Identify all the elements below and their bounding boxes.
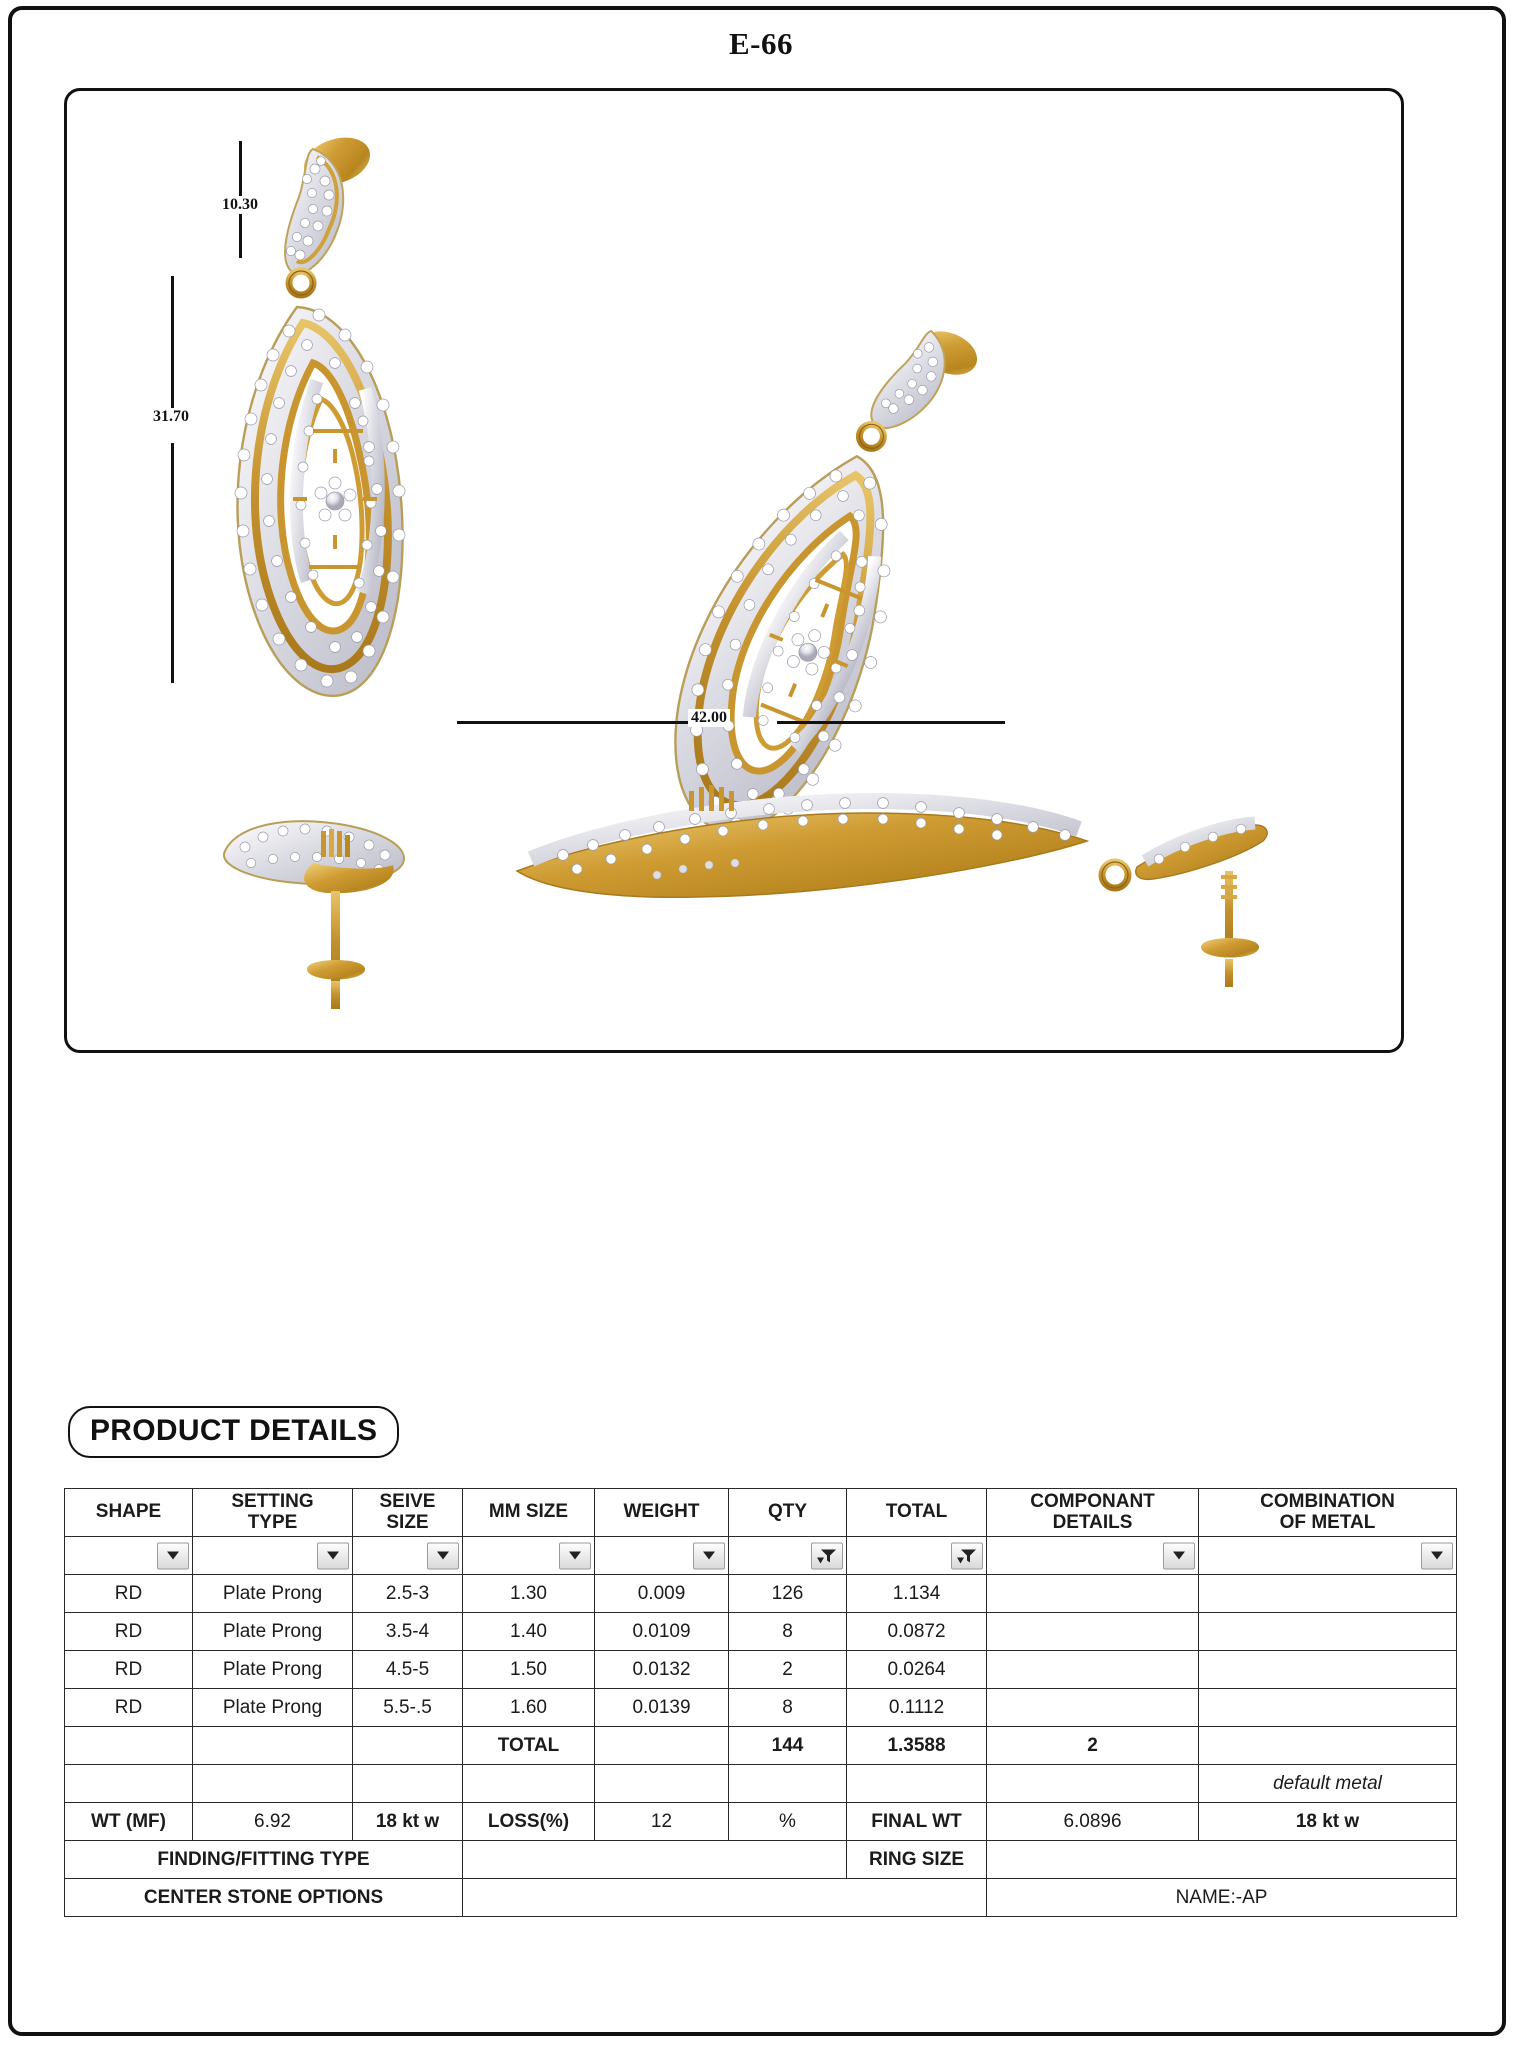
filter-dropdown-weight-icon[interactable]: [693, 1542, 725, 1569]
earring-side-view-small: [224, 821, 404, 1009]
cell-seive-size: 5.5-.5: [353, 1689, 463, 1727]
filter-cell-setting-type[interactable]: [193, 1537, 353, 1575]
cell-qty: 2: [729, 1651, 847, 1689]
cell-setting-type: Plate Prong: [193, 1689, 353, 1727]
dimension-line-width-right: [777, 721, 1005, 724]
default-metal-blank-3: [353, 1765, 463, 1803]
filter-cell-shape[interactable]: [65, 1537, 193, 1575]
filter-dropdown-setting-type-icon[interactable]: [317, 1542, 349, 1569]
header-componant-details: COMPONANT DETAILS: [987, 1489, 1199, 1537]
cell-qty: 8: [729, 1689, 847, 1727]
total-row-componant-details: 2: [987, 1727, 1199, 1765]
earring-angled-view: [635, 288, 1004, 862]
final-wt-value: 6.0896: [987, 1803, 1199, 1841]
loss-unit: %: [729, 1803, 847, 1841]
table-row: [65, 1613, 1457, 1651]
cell-shape: RD: [65, 1613, 193, 1651]
dimension-line-drop-height: [171, 276, 174, 416]
filter-dropdown-shape-icon[interactable]: [157, 1542, 189, 1569]
cell-setting-type: Plate Prong: [193, 1575, 353, 1613]
cell-componant-details: [987, 1651, 1199, 1689]
default-metal-note: default metal: [1199, 1765, 1457, 1803]
total-row-blank-setting: [193, 1727, 353, 1765]
earring-front-view: [235, 130, 405, 696]
total-row-blank-weight: [595, 1727, 729, 1765]
wt-mf-metal: 18 kt w: [353, 1803, 463, 1841]
filter-dropdown-combination-of-metal-icon[interactable]: [1421, 1542, 1453, 1569]
table-total-row: [65, 1727, 1457, 1765]
cell-seive-size: 3.5-4: [353, 1613, 463, 1651]
cell-setting-type: Plate Prong: [193, 1651, 353, 1689]
total-row-blank-shape: [65, 1727, 193, 1765]
cell-total: 0.0264: [847, 1651, 987, 1689]
loss-label: LOSS(%): [463, 1803, 595, 1841]
cell-setting-type: Plate Prong: [193, 1613, 353, 1651]
cell-weight: 0.0109: [595, 1613, 729, 1651]
default-metal-blank-6: [729, 1765, 847, 1803]
final-wt-metal: 18 kt w: [1199, 1803, 1457, 1841]
table-row: [65, 1575, 1457, 1613]
total-row-total: 1.3588: [847, 1727, 987, 1765]
product-details-table: [64, 1488, 1457, 1917]
center-stone-label: CENTER STONE OPTIONS: [65, 1879, 463, 1917]
cell-qty: 8: [729, 1613, 847, 1651]
cell-combination-of-metal: [1199, 1575, 1457, 1613]
finding-fitting-label: FINDING/FITTING TYPE: [65, 1841, 463, 1879]
wt-mf-value: 6.92: [193, 1803, 353, 1841]
filter-cell-weight[interactable]: [595, 1537, 729, 1575]
filter-cell-seive-size[interactable]: [353, 1537, 463, 1575]
finding-fitting-value[interactable]: [463, 1841, 847, 1879]
header-combination-of-metal: COMBINATION OF METAL: [1199, 1489, 1457, 1537]
finding-fitting-row: [65, 1841, 1457, 1879]
table-row: [65, 1651, 1457, 1689]
name-label: NAME:-AP: [987, 1879, 1457, 1917]
total-row-blank-metal: [1199, 1727, 1457, 1765]
table-row: [65, 1689, 1457, 1727]
earring-pair-side-view: [517, 785, 1267, 987]
header-total: TOTAL: [847, 1489, 987, 1537]
default-metal-blank-7: [847, 1765, 987, 1803]
filter-dropdown-seive-size-icon[interactable]: [427, 1542, 459, 1569]
cell-componant-details: [987, 1689, 1199, 1727]
dimension-label-width: 42.00: [688, 709, 730, 727]
cell-shape: RD: [65, 1651, 193, 1689]
cell-combination-of-metal: [1199, 1613, 1457, 1651]
ring-size-value[interactable]: [987, 1841, 1457, 1879]
cell-mm-size: 1.30: [463, 1575, 595, 1613]
center-stone-row: [65, 1879, 1457, 1917]
filter-funnel-qty-icon[interactable]: [811, 1542, 843, 1569]
total-row-blank-seive: [353, 1727, 463, 1765]
header-shape: SHAPE: [65, 1489, 193, 1537]
specification-sheet-page: [8, 6, 1506, 2036]
header-seive-size: SEIVE SIZE: [353, 1489, 463, 1537]
default-metal-blank-2: [193, 1765, 353, 1803]
cell-total: 0.0872: [847, 1613, 987, 1651]
cell-seive-size: 4.5-5: [353, 1651, 463, 1689]
filter-cell-total[interactable]: [847, 1537, 987, 1575]
dimension-line-top-height: [239, 141, 242, 241]
default-metal-row: [65, 1765, 1457, 1803]
filter-dropdown-mm-size-icon[interactable]: [559, 1542, 591, 1569]
dimension-line-drop-height-lower: [171, 443, 174, 683]
loss-value: 12: [595, 1803, 729, 1841]
header-qty: QTY: [729, 1489, 847, 1537]
cell-componant-details: [987, 1613, 1199, 1651]
cell-weight: 0.0132: [595, 1651, 729, 1689]
cell-seive-size: 2.5-3: [353, 1575, 463, 1613]
filter-cell-componant-details[interactable]: [987, 1537, 1199, 1575]
header-weight: WEIGHT: [595, 1489, 729, 1537]
cell-componant-details: [987, 1575, 1199, 1613]
cell-mm-size: 1.50: [463, 1651, 595, 1689]
total-row-label: TOTAL: [463, 1727, 595, 1765]
final-wt-label: FINAL WT: [847, 1803, 987, 1841]
header-setting-type: SETTING TYPE: [193, 1489, 353, 1537]
default-metal-blank-8: [987, 1765, 1199, 1803]
filter-cell-combination-of-metal[interactable]: [1199, 1537, 1457, 1575]
header-mm-size: MM SIZE: [463, 1489, 595, 1537]
cell-mm-size: 1.60: [463, 1689, 595, 1727]
ring-size-label: RING SIZE: [847, 1841, 987, 1879]
wt-mf-row: [65, 1803, 1457, 1841]
jewelry-render-svg: [67, 91, 1401, 1050]
center-stone-value[interactable]: [463, 1879, 987, 1917]
cell-shape: RD: [65, 1575, 193, 1613]
default-metal-blank-1: [65, 1765, 193, 1803]
drawing-frame: [64, 88, 1404, 1053]
dimension-label-top-height: 10.30: [219, 196, 261, 214]
cell-combination-of-metal: [1199, 1651, 1457, 1689]
dimension-line-top-height-lower: [239, 236, 242, 258]
cell-mm-size: 1.40: [463, 1613, 595, 1651]
cell-weight: 0.009: [595, 1575, 729, 1613]
page-title: E-66: [729, 26, 793, 61]
cell-combination-of-metal: [1199, 1689, 1457, 1727]
filter-cell-mm-size[interactable]: [463, 1537, 595, 1575]
dimension-line-width-left: [457, 721, 692, 724]
cell-qty: 126: [729, 1575, 847, 1613]
dimension-label-drop-height: 31.70: [150, 408, 192, 426]
product-details-label: PRODUCT DETAILS: [90, 1414, 378, 1447]
cell-shape: RD: [65, 1689, 193, 1727]
wt-mf-label: WT (MF): [65, 1803, 193, 1841]
filter-cell-qty[interactable]: [729, 1537, 847, 1575]
cell-weight: 0.0139: [595, 1689, 729, 1727]
filter-funnel-total-icon[interactable]: [951, 1542, 983, 1569]
cell-total: 0.1112: [847, 1689, 987, 1727]
total-row-qty: 144: [729, 1727, 847, 1765]
table-header-row: [65, 1489, 1457, 1537]
filter-dropdown-componant-details-icon[interactable]: [1163, 1542, 1195, 1569]
table-filter-row: [65, 1537, 1457, 1575]
product-details-badge: [68, 1406, 399, 1458]
cell-total: 1.134: [847, 1575, 987, 1613]
default-metal-blank-4: [463, 1765, 595, 1803]
default-metal-blank-5: [595, 1765, 729, 1803]
